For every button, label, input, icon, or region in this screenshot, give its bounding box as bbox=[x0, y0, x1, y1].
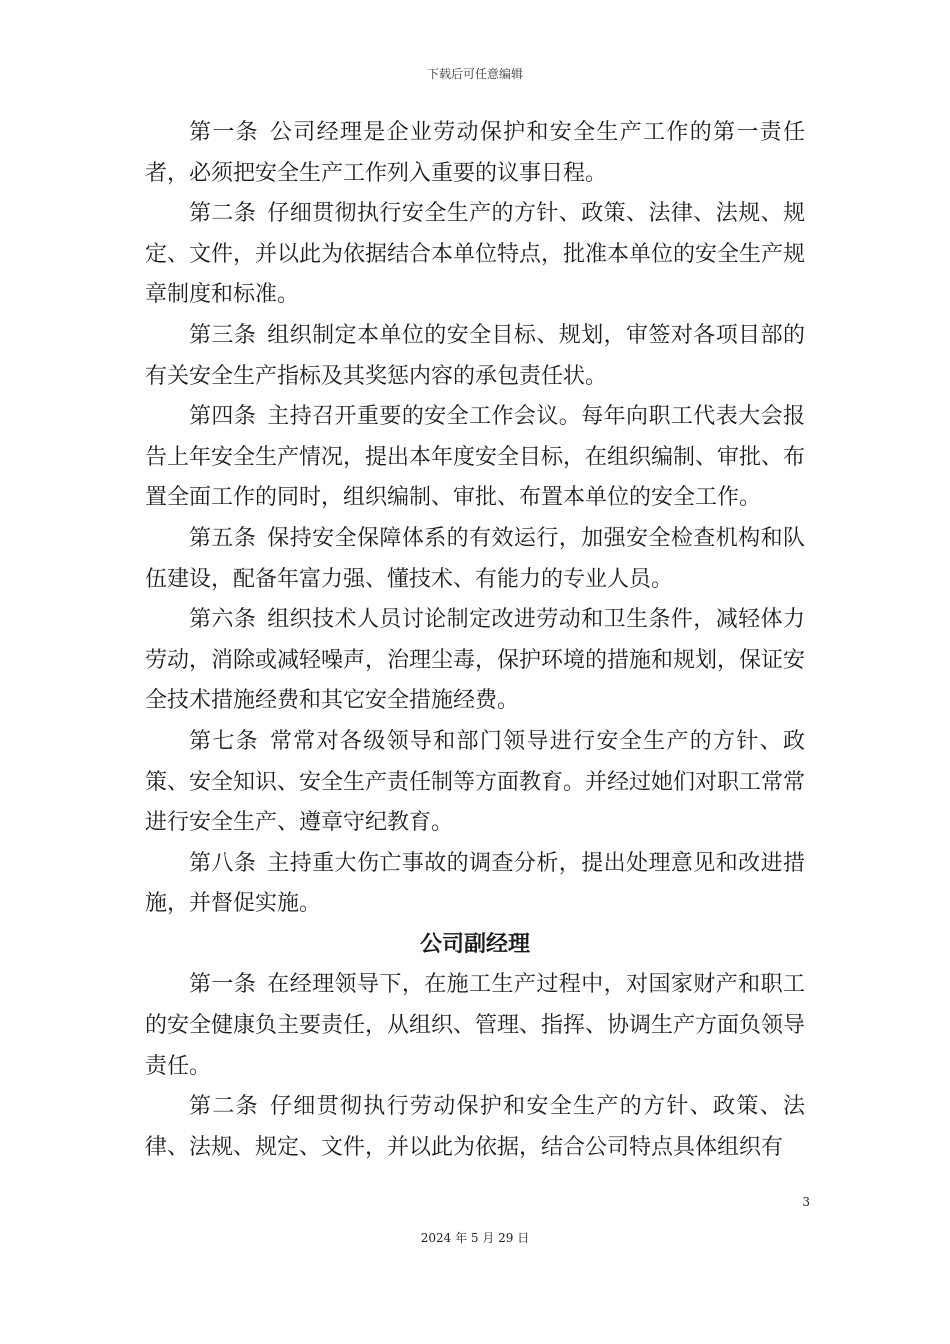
article-paragraph bbox=[145, 722, 805, 844]
article-paragraph bbox=[145, 316, 805, 397]
article-paragraph bbox=[145, 397, 805, 519]
page-header: 下载后可任意编辑 bbox=[426, 67, 523, 81]
article-paragraph bbox=[145, 1087, 805, 1168]
article-number: 第五条 bbox=[189, 525, 257, 551]
article-number: 第一条 bbox=[189, 972, 257, 998]
article-text: 主持重大伤亡事故的调查分析，提出处理意见和改进措施，并督促实施。 bbox=[145, 850, 805, 917]
section-title: 公司副经理 bbox=[419, 931, 530, 957]
article-text: 组织技术人员讨论制定改进劳动和卫生条件，减轻体力劳动，消除或减轻噪声，治理尘毒，保护环境的措施和规划，保证安全技术措施经费和其它安全措施经费。 bbox=[145, 607, 806, 714]
article-number: 第二条 bbox=[189, 201, 257, 227]
article-number: 第一条 bbox=[189, 120, 259, 145]
article-text: 仔细贯彻执行劳动保护和安全生产的方针、政策、法律、法规、规定、文件，并以此为依据，结合公司特点具体组织有 bbox=[145, 1094, 805, 1160]
article-paragraph bbox=[145, 194, 805, 316]
article-text: 公司经理是企业劳动保护和安全生产工作的第一责任者，必须把安全生产工作列入重要的议事日程。 bbox=[145, 120, 805, 186]
article-paragraph bbox=[145, 844, 805, 925]
article-text: 主持召开重要的安全工作会议。每年向职工代表大会报告上年安全生产情况，提出本年度安全目标，在组织编制、审批、布置全面工作的同时，组织编制、审批、布置本单位的安全工作。 bbox=[145, 404, 806, 511]
page-number: 3 bbox=[802, 1195, 810, 1209]
article-text: 保持安全保障体系的有效运行，加强安全检查机构和队伍建设，配备年富力强、懂技术、有能力的专业人员。 bbox=[145, 525, 805, 592]
article-number: 第二条 bbox=[189, 1094, 259, 1120]
article-paragraph bbox=[145, 113, 805, 194]
article-number: 第七条 bbox=[189, 728, 259, 754]
article-number: 第六条 bbox=[189, 607, 257, 633]
article-number: 第八条 bbox=[189, 850, 257, 876]
article-text: 仔细贯彻执行安全生产的方针、政策、法律、法规、规定、文件，并以此为依据结合本单位特点，批准本单位的安全生产规章制度和标准。 bbox=[145, 201, 806, 308]
article-paragraph bbox=[145, 519, 805, 600]
article-number: 第三条 bbox=[189, 322, 257, 348]
document-body bbox=[145, 113, 805, 1168]
article-text: 常常对各级领导和部门领导进行安全生产的方针、政策、安全知识、安全生产责任制等方面教育。并经过她们对职工常常进行安全生产、遵章守纪教育。 bbox=[145, 728, 806, 836]
article-number: 第四条 bbox=[189, 404, 257, 430]
article-paragraph bbox=[145, 600, 805, 722]
article-text: 在经理领导下，在施工生产过程中，对国家财产和职工的安全健康负主要责任，从组织、管理、指挥、协调生产方面负领导责任。 bbox=[145, 972, 806, 1079]
footer-date: 2024 年 5 月 29 日 bbox=[420, 1231, 530, 1245]
article-text: 组织制定本单位的安全目标、规划，审签对各项目部的有关安全生产指标及其奖惩内容的承包责任状。 bbox=[145, 322, 805, 389]
article-paragraph bbox=[145, 965, 805, 1087]
